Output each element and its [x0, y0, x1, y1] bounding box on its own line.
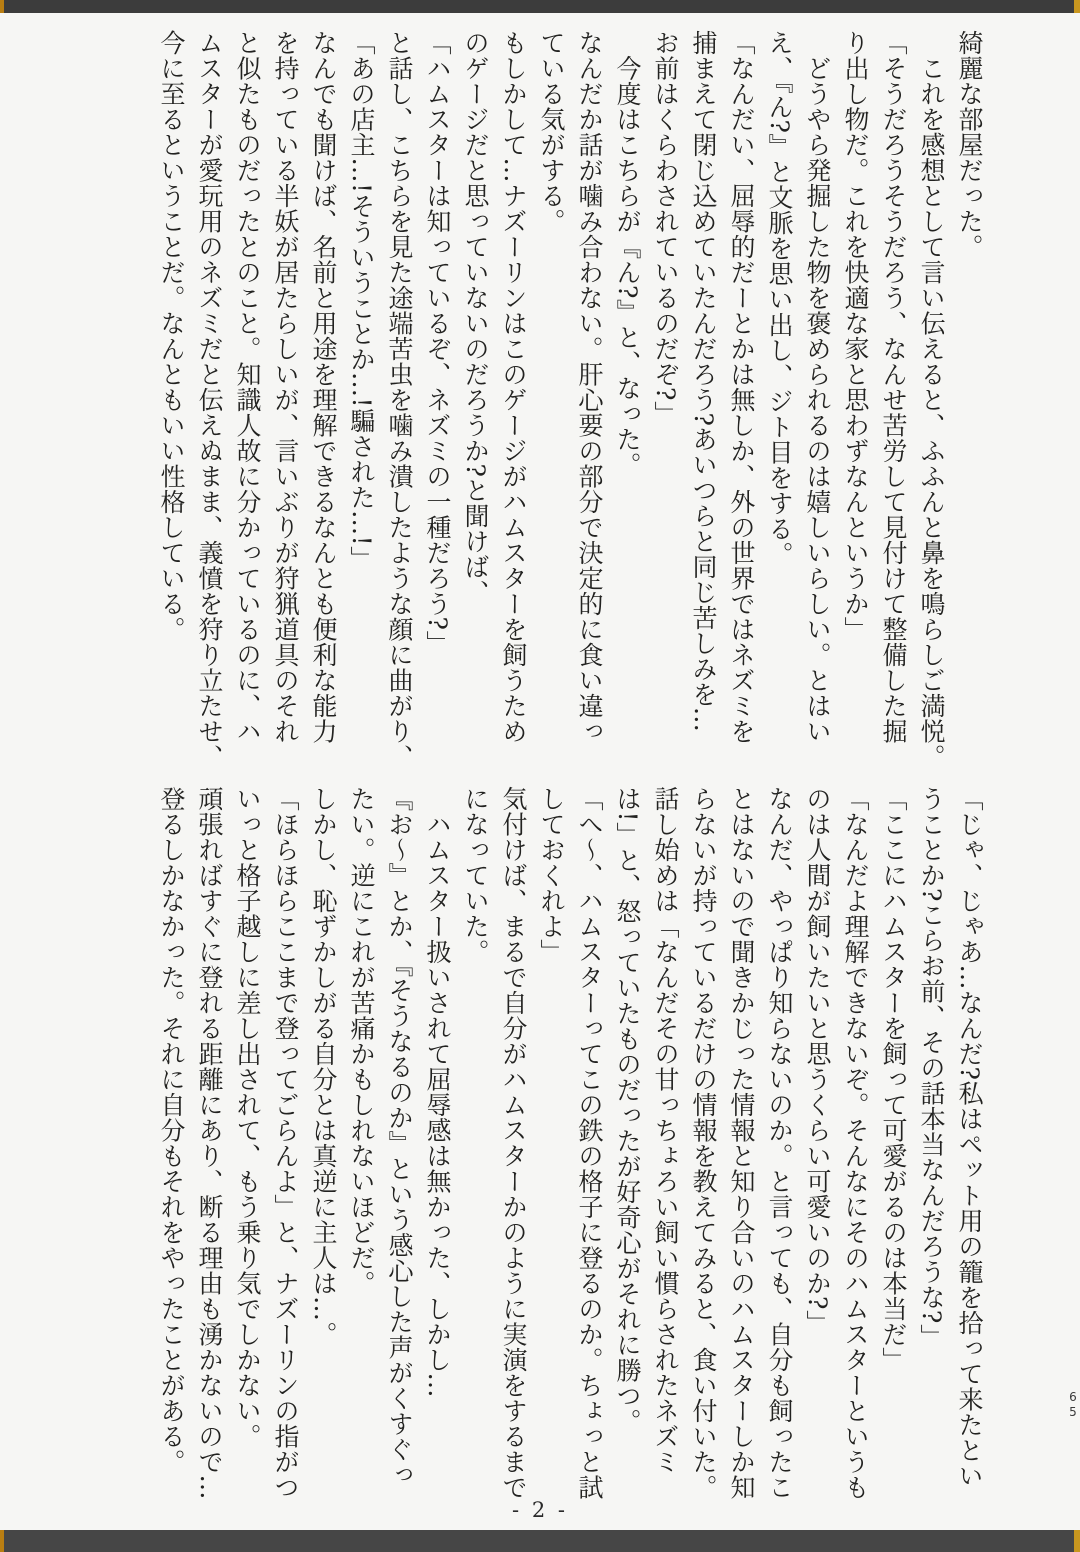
page-number: - 2 -	[512, 1498, 568, 1522]
text-column: たい。逆にこれが苦痛かもしれないほどだ。	[347, 786, 376, 1296]
text-column: なんでも聞けば、名前と用途を理解できるなんとも便利な能力	[309, 30, 338, 744]
text-column: うことか?こらお前、その話本当なんだろうな?」	[917, 786, 946, 1350]
text-column: 気付けば、まるで自分がハムスターかのように実演をするまで	[499, 786, 528, 1500]
text-column: 「じゃ、じゃあ…なんだ?私はペット用の籠を拾って来たとい	[955, 786, 984, 1489]
edge-page-number: 65	[1066, 1390, 1080, 1420]
text-column: らないが持っているだけの情報を教えてみると、食い付いた。	[689, 786, 718, 1500]
text-column: え、『ん?』と文脈を思い出し、ジト目をする。	[765, 30, 794, 567]
text-column: 綺麗な部屋だった。	[955, 30, 984, 260]
text-column: 「なんだい、屈辱的だーとかは無しか、外の世界ではネズミを	[727, 30, 756, 744]
text-column: 捕まえて閉じ込めていたんだろう?あいつらと同じ苦しみを…	[689, 30, 718, 733]
text-column: 『お〜』とか、『そうなるのか』という感心した声がくすぐっ	[385, 786, 414, 1488]
text-column: 今に至るということだ。なんともいい性格している。	[157, 30, 186, 642]
text-column: 「へ〜、ハムスターってこの鉄の格子に登るのか。ちょっと試	[575, 786, 604, 1500]
text-column: は!」と、怒っていたものだったが好奇心がそれに勝つ。	[613, 786, 642, 1435]
scan-bottom-bar-left-accent	[0, 1530, 4, 1552]
scan-top-bar	[0, 0, 1080, 13]
text-column: になっていた。	[461, 786, 490, 965]
text-column: のゲージだと思っていないのだろうか?と聞けば、	[461, 30, 490, 605]
text-column: ている気がする。	[537, 30, 566, 234]
text-column: とはないので聞きかじった情報と知り合いのハムスターしか知	[727, 786, 756, 1500]
scan-bottom-bar	[0, 1530, 1080, 1552]
text-column: これを感想として言い伝えると、ふふんと鼻を鳴らしご満悦。	[917, 30, 946, 770]
text-column: 「ハムスターは知っているぞ、ネズミの一種だろう?」	[423, 30, 452, 656]
text-column: 登るしかなかった。それに自分もそれをやったことがある。	[157, 786, 186, 1475]
text-column: り出し物だ。これを快適な家と思わずなんというか」	[841, 30, 870, 642]
text-column: もしかして…ナズーリンはこのゲージがハムスターを飼うため	[499, 30, 528, 744]
text-column: 「あの店主…!そういうことか…!騙された…!」	[347, 30, 376, 572]
text-column: のは人間が飼いたいと思うくらい可愛いのか?」	[803, 786, 832, 1336]
text-column: 話し始めは「なんだその甘っちょろい飼い慣らされたネズミ	[651, 786, 680, 1475]
scan-top-bar-left-accent	[0, 0, 4, 13]
text-column: 「ここにハムスターを飼って可愛がるのは本当だ」	[879, 786, 908, 1373]
text-column: 頑張ればすぐに登れる距離にあり、断る理由も湧かないので…	[195, 786, 224, 1500]
text-column: と似たものだったとのこと。知識人故に分かっているのに、ハ	[233, 30, 262, 744]
text-column: 「なんだよ理解できないぞ。そんなにそのハムスターというも	[841, 786, 870, 1500]
text-column: 「ほらほらここまで登ってごらんよ」と、ナズーリンの指がつ	[271, 786, 300, 1500]
text-column: ムスターが愛玩用のネズミだと伝えぬまま、義憤を狩り立たせ、	[195, 30, 224, 770]
text-column: お前はくらわされているのだぞ?」	[651, 30, 680, 427]
text-column: と話し、こちらを見た途端苦虫を噛み潰したような顔に曲がり、	[385, 30, 414, 770]
text-column: ハムスター扱いされて屈辱感は無かった、しかし…	[423, 786, 452, 1398]
text-column: 「そうだろうそうだろう、なんせ苦労して見付けて整備した掘	[879, 30, 908, 744]
text-column: 今度はこちらが『ん?』と、なった。	[613, 30, 642, 478]
lower-text-block	[152, 786, 988, 1528]
text-column: を持っている半妖が居たらしいが、言いぶりが狩猟道具のそれ	[271, 30, 300, 744]
text-column: しておくれよ」	[537, 786, 566, 965]
text-column: いっと格子越しに差し出されて、もう乗り気でしかない。	[233, 786, 262, 1449]
scan-top-bar-right-accent	[1074, 0, 1080, 13]
scan-bottom-bar-right-accent	[1074, 1530, 1080, 1552]
text-column: しかし、恥ずかしがる自分とは真逆に主人は…。	[309, 786, 338, 1347]
text-column: どうやら発掘した物を褒められるのは嬉しいらしい。とはい	[803, 30, 832, 744]
text-column: なんだ、やっぱり知らないのか。と言っても、自分も飼ったこ	[765, 786, 794, 1500]
upper-text-block	[152, 30, 988, 772]
text-column: なんだか話が噛み合わない。肝心要の部分で決定的に食い違っ	[575, 30, 604, 744]
